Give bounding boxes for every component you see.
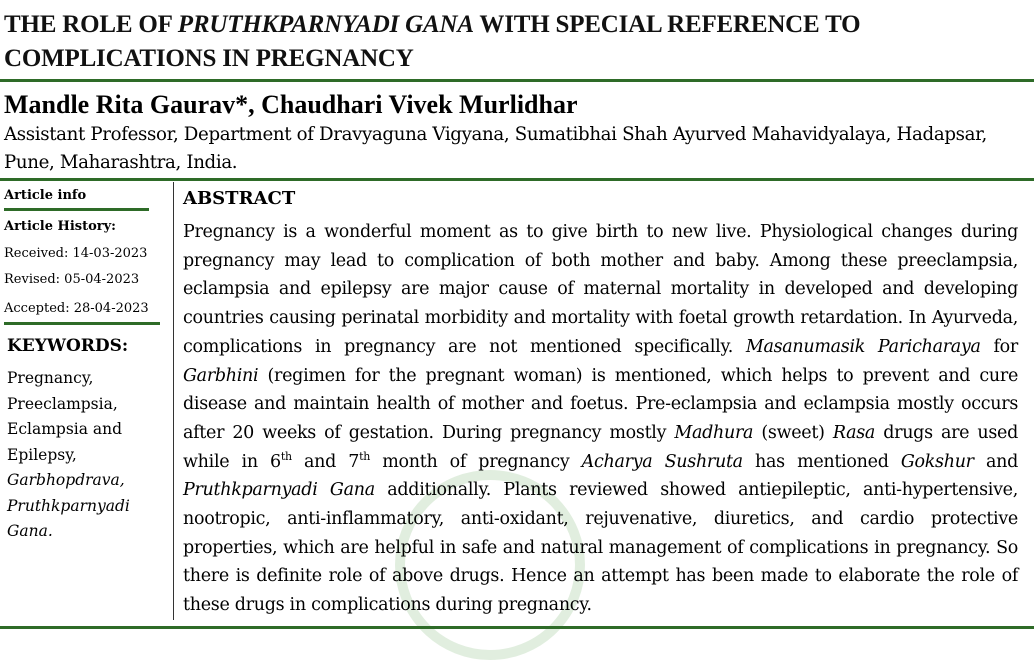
keyword-item: Garbhopdrava, — [7, 471, 125, 489]
abstract-italic-term: Gokshur — [900, 451, 974, 472]
abstract-text-segment: month of pregnancy — [370, 451, 582, 472]
keyword-item: Pregnancy, — [7, 369, 94, 387]
info-rule-top — [4, 208, 149, 211]
abstract-text-segment: drugs are used while in 6 — [183, 422, 1018, 472]
abstract-superscript: th — [280, 449, 292, 463]
paper-title — [4, 8, 1028, 76]
revised-date: Revised: 05-04-2023 — [4, 272, 140, 287]
header-rule — [0, 178, 1034, 181]
footer-rule — [0, 626, 1034, 629]
abstract-text-segment: and 7 — [291, 451, 360, 472]
abstract-italic-term: Acharya Sushruta — [581, 451, 743, 472]
article-info-heading: Article info — [4, 188, 87, 203]
abstract-heading: ABSTRACT — [183, 188, 296, 209]
keywords-list — [7, 366, 157, 545]
keyword-item: Eclampsia and Epilepsy, — [7, 420, 123, 464]
title-part-2: PRUTHKPARNYADI GANA — [177, 11, 474, 38]
abstract-text-segment: (regimen for the pregnant woman) is mentioned, which helps to prevent and cure disease and maintain health of mother and foetus. Pre-eclampsia and eclampsia mostly occurs after 20 weeks of gestation. During pregnancy mostly — [183, 365, 1018, 443]
abstract-body — [183, 218, 1018, 620]
info-rule-bottom — [4, 322, 160, 325]
affiliation: Assistant Professor, Department of Dravyaguna Vigyana, Sumatibhai Shah Ayurved Mahavidyalaya, Hadapsar, Pune, Maharashtra, India. — [4, 124, 987, 173]
accepted-date: Accepted: 28-04-2023 — [4, 301, 149, 316]
abstract-italic-term: Garbhini — [183, 365, 259, 386]
abstract-italic-term: Rasa — [832, 422, 876, 443]
abstract-italic-term: Masanumasik Paricharaya — [745, 336, 981, 357]
abstract-italic-term: Pruthkparnyadi Gana — [183, 480, 375, 501]
title-rule — [0, 79, 1034, 82]
abstract-text-segment: has mentioned — [742, 451, 901, 472]
authors: Mandle Rita Gaurav*, Chaudhari Vivek Murlidhar — [4, 90, 578, 119]
keywords-heading: KEYWORDS: — [7, 336, 129, 356]
title-part-1: THE ROLE OF — [4, 11, 178, 38]
abstract-text-segment: and — [973, 451, 1018, 472]
received-date: Received: 14-03-2023 — [4, 246, 148, 261]
abstract-text-segment: Pregnancy is a wonderful moment as to give birth to new live. Physiological changes during pregnancy may lead to complication of both mother and baby. Among these preeclampsia, eclampsia and epilepsy are major cause of maternal mortality in developed and developing countries causing perinatal morbidity and mortality with foetal growth retardation. In Ayurveda, complications in pregnancy are not mentioned specifically. — [183, 222, 1018, 357]
title-part-3: WITH SPECIAL REFERENCE TO COMPLICATIONS IN PREGNANCY — [4, 11, 861, 72]
keyword-item: Preeclampsia, — [7, 394, 118, 413]
abstract-superscript: th — [359, 449, 370, 463]
article-history-label: Article History: — [4, 219, 116, 234]
abstract-text-segment: additionally. Plants reviewed showed antiepileptic, anti-hypertensive, nootropic, anti-inflammatory, anti-oxidant, rejuvenative, diuretics, and cardio protective properties, which are helpful in safe and natural management of complications in pregnancy. So there is definite role of above drugs. Hence an attempt has been made to elaborate the role of these drugs in complications during pregnancy. — [183, 480, 1018, 616]
abstract-italic-term: Madhura — [674, 422, 754, 443]
abstract-text-segment: for — [980, 336, 1018, 357]
keyword-item: Pruthkparnyadi Gana. — [7, 496, 130, 540]
column-divider — [173, 182, 174, 620]
abstract-text-segment: (sweet) — [753, 422, 833, 443]
